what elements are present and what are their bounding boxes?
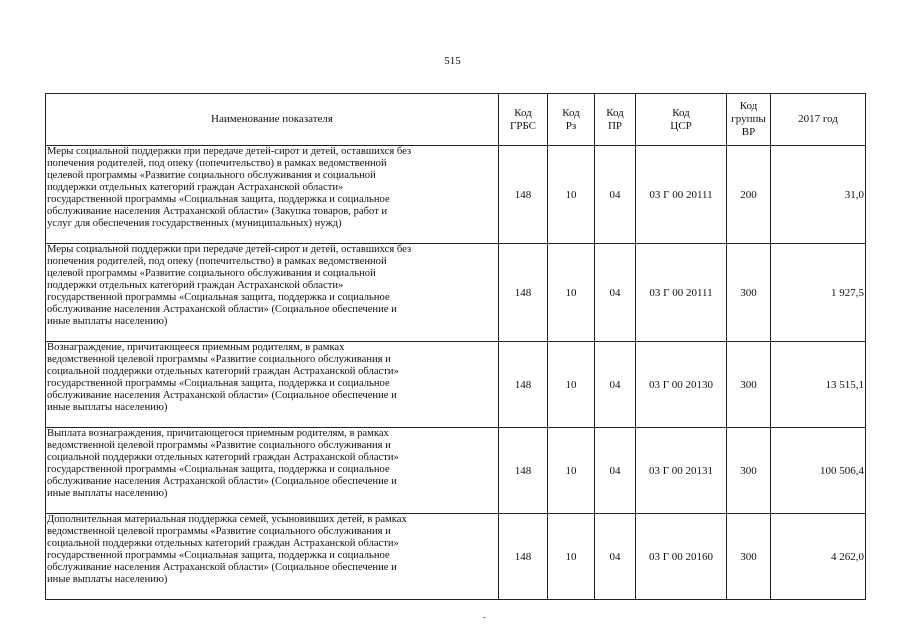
row-pr-cell: 04: [595, 146, 636, 244]
row-amount-cell: 100 506,4: [771, 428, 866, 514]
row-grbs-cell: 148: [499, 342, 548, 428]
row-amount-cell: 1 927,5: [771, 244, 866, 342]
row-pr-cell: 04: [595, 514, 636, 600]
row-grbs-cell: 148: [499, 244, 548, 342]
row-name-cell: Вознаграждение, причитающееся приемным родителям, в рамках ведомственной целевой программы «Развитие социального обслуживания и социальной поддержки отдельных категорий граждан Астраханской области» государственной программы «Социальная защита, поддержка и социальное обслуживание населения Астраханской области» (Социальное обеспечение и иные выплаты населению): [46, 342, 499, 428]
row-csr-cell: 03 Г 00 20111: [636, 146, 727, 244]
table-row: [46, 428, 866, 514]
table-header-row: [46, 94, 866, 146]
row-csr-cell: 03 Г 00 20160: [636, 514, 727, 600]
budget-table: [45, 93, 866, 600]
row-name-cell: Выплата вознаграждения, причитающегося приемным родителям, в рамках ведомственной целевой программы «Развитие социального обслуживания и социальной поддержки отдельных категорий граждан Астраханской области» государственной программы «Социальная защита, поддержка и социальное обслуживание населения Астраханской области» (Социальное обеспечение и иные выплаты населению): [46, 428, 499, 514]
row-vr-cell: 300: [727, 428, 771, 514]
scan-artifact: [483, 617, 486, 618]
row-grbs-cell: 148: [499, 146, 548, 244]
row-vr-cell: 300: [727, 514, 771, 600]
header-csr: Код ЦСР: [636, 94, 727, 146]
row-rz-cell: 10: [548, 146, 595, 244]
row-vr-cell: 300: [727, 342, 771, 428]
row-rz-cell: 10: [548, 514, 595, 600]
table-row: [46, 146, 866, 244]
row-grbs-cell: 148: [499, 428, 548, 514]
row-pr-cell: 04: [595, 428, 636, 514]
header-vr: Код группы ВР: [727, 94, 771, 146]
row-pr-cell: 04: [595, 244, 636, 342]
row-amount-cell: 13 515,1: [771, 342, 866, 428]
row-rz-cell: 10: [548, 342, 595, 428]
row-name-cell: Меры социальной поддержки при передаче детей-сирот и детей, оставшихся без попечения родителей, под опеку (попечительство) в рамках ведомственной целевой программы «Развитие социального обслуживания и социальной поддержки отдельных категорий граждан Астраханской области» государственной программы «Социальная защита, поддержка и социальное обслуживание населения Астраханской области» (Социальное обеспечение и иные выплаты населению): [46, 244, 499, 342]
row-rz-cell: 10: [548, 244, 595, 342]
row-name-cell: Меры социальной поддержки при передаче детей-сирот и детей, оставшихся без попечения родителей, под опеку (попечительство) в рамках ведомственной целевой программы «Развитие социального обслуживания и социальной поддержки отдельных категорий граждан Астраханской области» государственной программы «Социальная защита, поддержка и социальное обслуживание населения Астраханской области» (Закупка товаров, работ и услуг для обеспечения государственных (муниципальных) нужд): [46, 146, 499, 244]
header-year: 2017 год: [771, 94, 866, 146]
row-grbs-cell: 148: [499, 514, 548, 600]
row-vr-cell: 300: [727, 244, 771, 342]
header-name: Наименование показателя: [46, 94, 499, 146]
table-row: [46, 514, 866, 600]
row-csr-cell: 03 Г 00 20130: [636, 342, 727, 428]
row-csr-cell: 03 Г 00 20111: [636, 244, 727, 342]
row-rz-cell: 10: [548, 428, 595, 514]
row-amount-cell: 31,0: [771, 146, 866, 244]
row-pr-cell: 04: [595, 342, 636, 428]
header-pr: Код ПР: [595, 94, 636, 146]
row-vr-cell: 200: [727, 146, 771, 244]
row-csr-cell: 03 Г 00 20131: [636, 428, 727, 514]
table-row: [46, 342, 866, 428]
header-rz: Код Рз: [548, 94, 595, 146]
row-name-cell: Дополнительная материальная поддержка семей, усыновивших детей, в рамках ведомственной целевой программы «Развитие социального обслуживания и социальной поддержки отдельных категорий граждан Астраханской области» государственной программы «Социальная защита, поддержка и социальное обслуживание населения Астраханской области» (Социальное обеспечение и иные выплаты населению): [46, 514, 499, 600]
header-grbs: Код ГРБС: [499, 94, 548, 146]
row-amount-cell: 4 262,0: [771, 514, 866, 600]
table-row: [46, 244, 866, 342]
page-number: 515: [444, 55, 461, 67]
